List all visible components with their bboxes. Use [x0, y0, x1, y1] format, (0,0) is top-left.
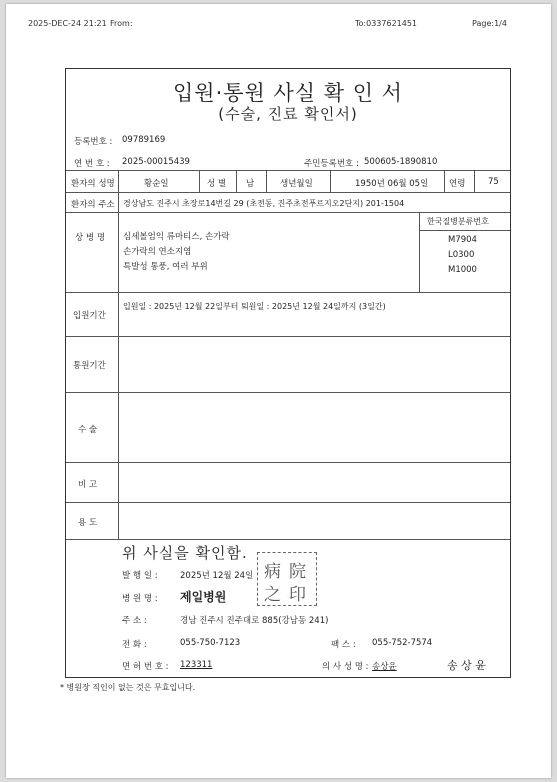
table-line — [444, 170, 445, 192]
table-line — [66, 392, 510, 393]
table-line — [199, 170, 200, 192]
serial-no: 2025-00015439 — [122, 157, 190, 167]
hospital-address: 경남 진주시 진주대로 885(강남동 241) — [180, 616, 329, 626]
reg-label: 등록번호 : — [74, 137, 113, 147]
document-page — [6, 4, 551, 778]
serial-label: 연 번 호 : — [74, 159, 110, 169]
diagnosis-3: 특발성 통풍, 여러 부위 — [123, 262, 208, 272]
kcd-code-2: L0300 — [448, 250, 475, 260]
page-subtitle: (수술, 진료 확인서) — [218, 105, 358, 123]
table-line — [66, 192, 510, 193]
reg-no: 09789169 — [122, 135, 166, 145]
dob-value: 1950년 06월 05일 — [355, 179, 429, 189]
fax-datetime: 2025-DEC-24 21:21 — [28, 19, 107, 28]
hospital-seal — [257, 552, 317, 606]
doctor-signature: 송 상 윤 — [447, 659, 486, 672]
issue-date: 2025년 12월 24일 — [180, 571, 254, 581]
rrn-label: 주민등록번호 : — [304, 159, 359, 169]
hospital-phone: 055-750-7123 — [180, 638, 241, 648]
table-line — [66, 292, 510, 293]
purpose-label: 용 도 — [78, 518, 98, 528]
age-label: 연령 — [449, 179, 466, 189]
table-line — [118, 170, 119, 292]
diagnosis-2: 손가락의 연소지염 — [123, 247, 192, 257]
phone-label: 전 화 : — [122, 640, 147, 650]
address-label: 주 소 : — [122, 616, 147, 626]
table-line — [66, 336, 510, 337]
seal-char: 院 — [289, 562, 306, 582]
issue-label: 발 행 일 : — [122, 571, 158, 581]
rrn: 500605-1890810 — [364, 157, 438, 167]
patient-name: 황순일 — [144, 179, 169, 189]
table-line — [66, 212, 510, 213]
table-line — [266, 170, 267, 192]
patient-address: 경상남도 진주시 초장로14번길 29 (초전동, 진주초전푸르지오2단지) 201-1504 — [123, 199, 405, 208]
hospital-name: 제일병원 — [180, 590, 227, 604]
fax-page: Page:1/4 — [472, 19, 507, 28]
age-value: 75 — [488, 177, 499, 187]
table-line — [66, 502, 510, 503]
table-line — [474, 170, 475, 192]
seal-char: 印 — [289, 585, 306, 605]
addr-label: 환자의 주소 — [71, 200, 115, 210]
surgery-label: 수 술 — [78, 425, 98, 435]
kcd-label: 한국질병분류번호 — [427, 217, 489, 226]
doctor-label: 의 사 성 명 : — [322, 662, 369, 672]
hospital-label: 병 원 명 : — [122, 594, 158, 604]
doctor-name: 송상윤 — [372, 662, 397, 672]
fax-from: From: — [110, 19, 133, 28]
confirm-statement: 위 사실을 확인함. — [122, 544, 248, 562]
table-line — [118, 292, 119, 539]
diagnosis-1: 심세볼엄익 류마티스, 손가락 — [123, 232, 230, 242]
table-line — [419, 212, 420, 292]
kcd-code-3: M1000 — [448, 265, 477, 275]
remarks-label: 비 고 — [78, 480, 98, 490]
footnote: * 병원장 직인이 없는 것은 무효입니다. — [60, 683, 196, 692]
fax-label: 팩 스 : — [331, 640, 356, 650]
hospital-fax: 055-752-7574 — [372, 638, 433, 648]
table-line — [236, 170, 237, 192]
dob-label: 생년월일 — [280, 179, 313, 189]
diagnosis-label: 상 병 명 — [75, 233, 106, 243]
table-line — [330, 170, 331, 192]
table-line — [66, 462, 510, 463]
name-label: 환자의 성명 — [71, 179, 115, 189]
admit-period: 입원일 : 2025년 12월 22일부터 퇴원일 : 2025년 12월 24일까지 (3일간) — [123, 302, 386, 311]
admit-label: 입원기간 — [73, 311, 106, 321]
license-label: 면 허 번 호 : — [122, 662, 169, 672]
seal-char: 之 — [264, 585, 281, 605]
outpatient-label: 통원기간 — [73, 361, 106, 371]
table-line — [66, 539, 510, 540]
seal-char: 病 — [264, 562, 281, 582]
kcd-code-1: M7904 — [448, 235, 477, 245]
sex-label: 성 별 — [207, 179, 227, 189]
page-title: 입원·통원 사실 확 인 서 — [173, 81, 403, 105]
certificate-form — [65, 68, 511, 678]
fax-to: To:0337621451 — [355, 19, 418, 28]
table-line — [419, 230, 510, 231]
license-number: 123311 — [180, 660, 213, 670]
sex-value: 남 — [246, 179, 255, 189]
